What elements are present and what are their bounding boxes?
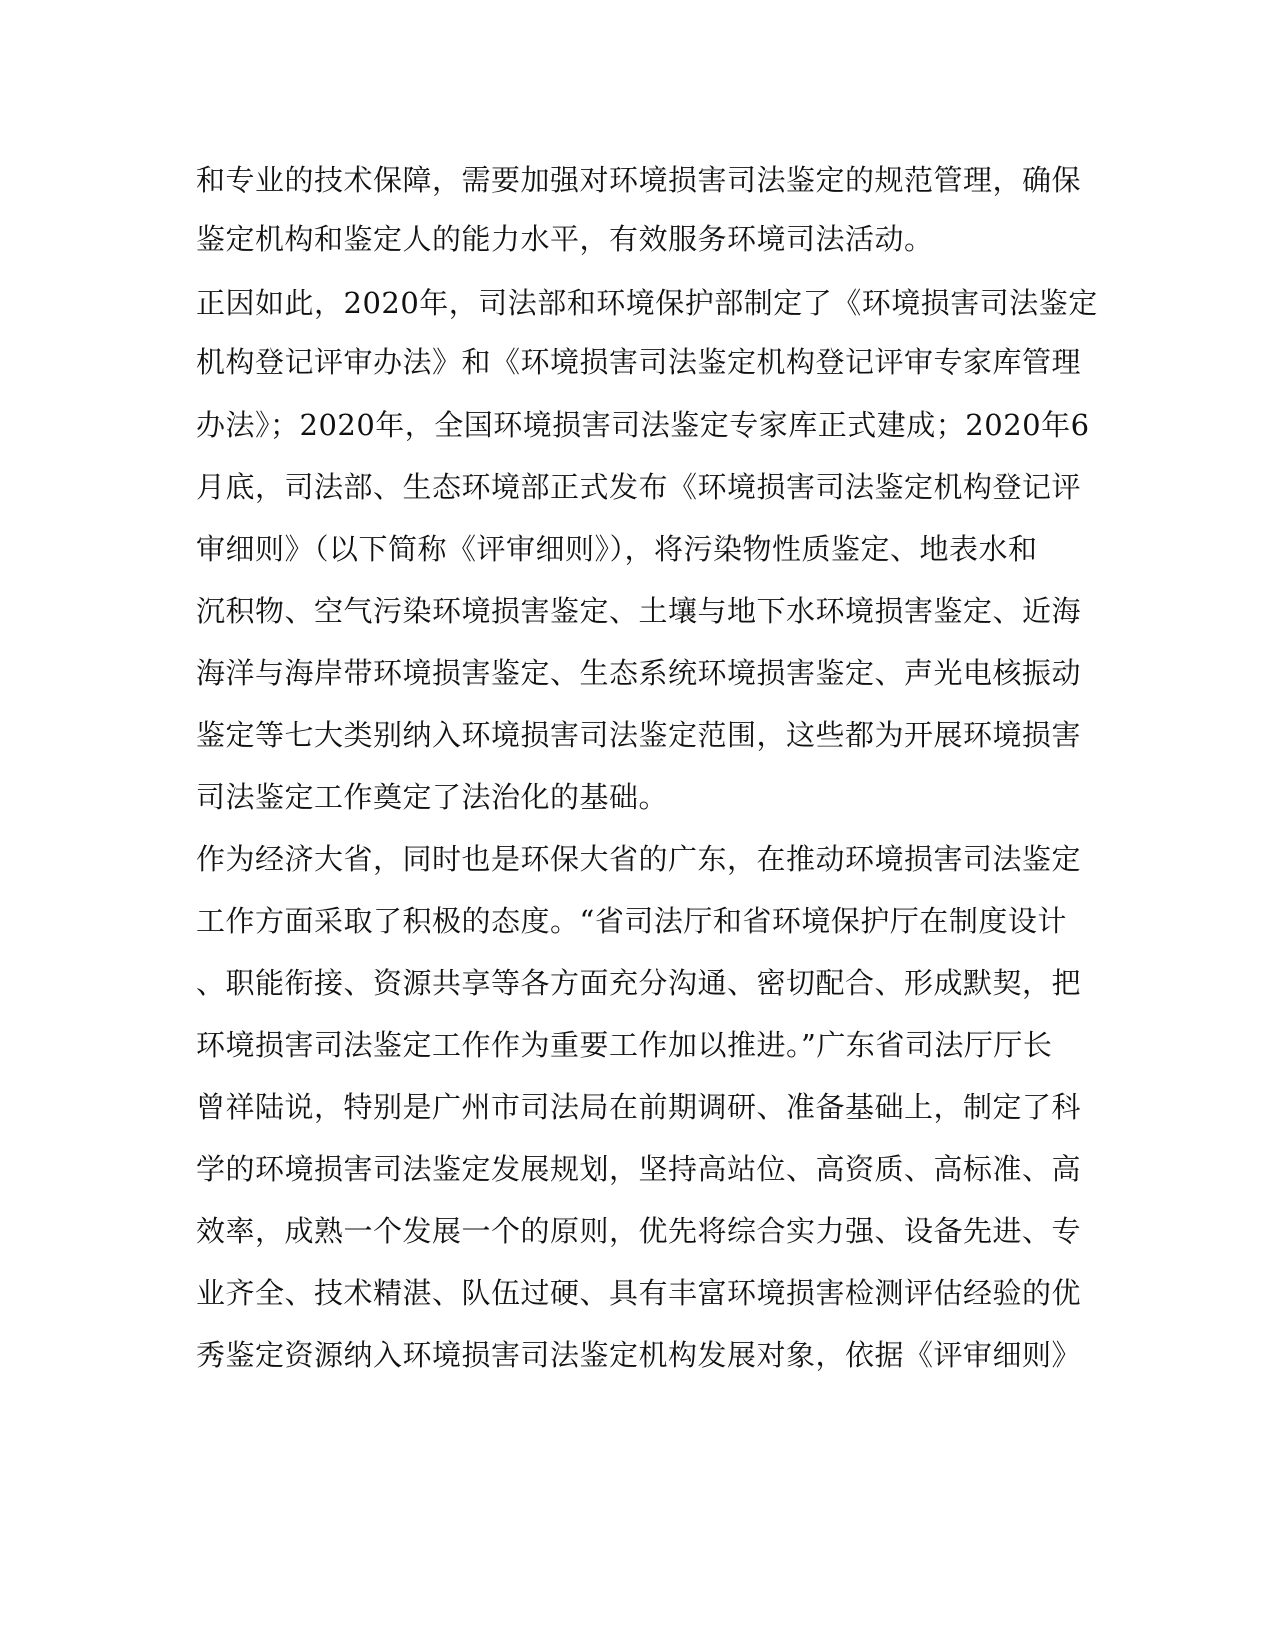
text-line: 作为经济大省，同时也是环保大省的广东，在推动环境损害司法鉴定 xyxy=(196,842,1082,876)
text-line: 、职能衔接、资源共享等各方面充分沟通、密切配合、形成默契，把 xyxy=(196,966,1082,1000)
text-line: 学的环境损害司法鉴定发展规划，坚持高站位、高资质、高标准、高 xyxy=(196,1152,1082,1186)
text-line: 机构登记评审办法》和《环境损害司法鉴定机构登记评审专家库管理 xyxy=(196,345,1082,379)
text-line: 业齐全、技术精湛、队伍过硬、具有丰富环境损害检测评估经验的优 xyxy=(196,1276,1082,1310)
text-line: 审细则》（以下简称《评审细则》），将污染物性质鉴定、地表水和 xyxy=(196,532,1038,566)
text-line: 秀鉴定资源纳入环境损害司法鉴定机构发展对象，依据《评审细则》 xyxy=(196,1338,1082,1372)
text-line: 月底，司法部、生态环境部正式发布《环境损害司法鉴定机构登记评 xyxy=(196,470,1082,504)
text-line: 正因如此，2020年，司法部和环境保护部制定了《环境损害司法鉴定 xyxy=(196,286,1098,320)
text-line: 工作方面采取了积极的态度。“省司法厅和省环境保护厅在制度设计 xyxy=(196,904,1067,938)
text-line: 沉积物、空气污染环境损害鉴定、土壤与地下水环境损害鉴定、近海 xyxy=(196,594,1082,628)
text-line: 效率，成熟一个发展一个的原则，优先将综合实力强、设备先进、专 xyxy=(196,1214,1082,1248)
text-line: 司法鉴定工作奠定了法治化的基础。 xyxy=(196,780,669,814)
text-line: 海洋与海岸带环境损害鉴定、生态系统环境损害鉴定、声光电核振动 xyxy=(196,656,1082,690)
text-line: 办法》；2020年，全国环境损害司法鉴定专家库正式建成；2020年6 xyxy=(196,408,1090,442)
text-line: 环境损害司法鉴定工作作为重要工作加以推进。”广东省司法厅厅长 xyxy=(196,1028,1053,1062)
text-line: 鉴定机构和鉴定人的能力水平，有效服务环境司法活动。 xyxy=(196,222,934,256)
text-line: 和专业的技术保障，需要加强对环境损害司法鉴定的规范管理，确保 xyxy=(196,163,1082,197)
text-line: 鉴定等七大类别纳入环境损害司法鉴定范围，这些都为开展环境损害 xyxy=(196,718,1082,752)
text-line: 曾祥陆说，特别是广州市司法局在前期调研、准备基础上，制定了科 xyxy=(196,1090,1082,1124)
